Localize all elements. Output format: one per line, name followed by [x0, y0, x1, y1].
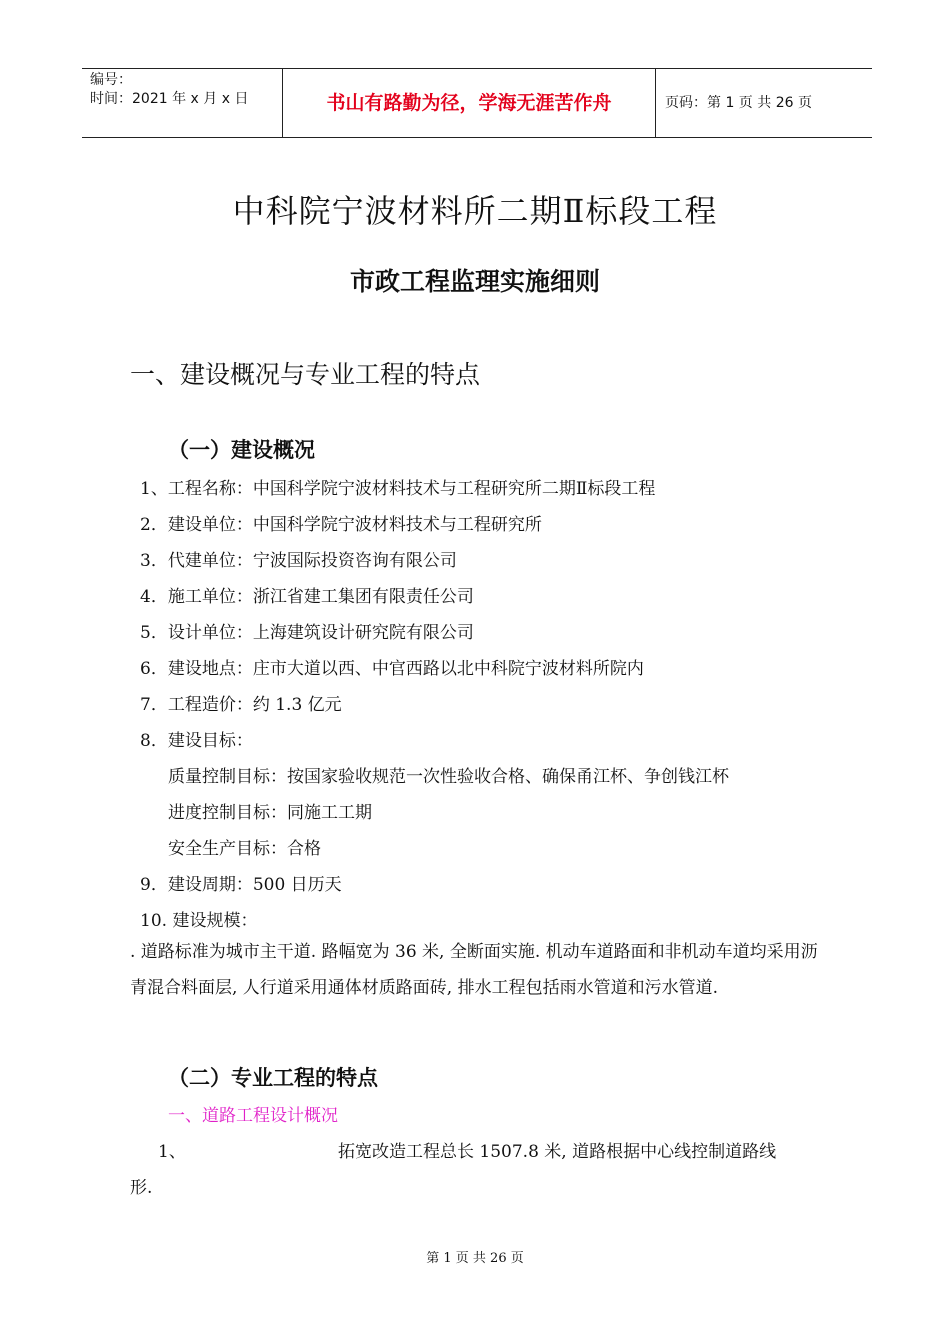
- item-designer: 5．设计单位：上海建筑设计研究院有限公司: [140, 623, 474, 643]
- header-motto: 书山有路勤为径，学海无涯苦作舟: [282, 69, 656, 137]
- road-design-heading: 一、道路工程设计概况: [168, 1106, 338, 1126]
- goal-safety: 安全生产目标：合格: [168, 839, 321, 859]
- item-owner: 2．建设单位：中国科学院宁波材料技术与工程研究所: [140, 515, 542, 535]
- goal-quality: 质量控制目标：按国家验收规范一次性验收合格、确保甬江杯、争创钱江杯: [168, 767, 729, 787]
- item-agent: 3．代建单位：宁波国际投资咨询有限公司: [140, 551, 457, 571]
- scale-paragraph: . 道路标准为城市主干道. 路幅宽为 36 米, 全断面实施. 机动车道路面和非机动车道均采用沥青混合料面层, 人行道采用通体材质路面砖, 排水工程包括雨水管道和污水管道.: [130, 942, 818, 998]
- subsection-heading-features: （二）专业工程的特点: [168, 1066, 378, 1090]
- road-item-number: 1、: [158, 1142, 186, 1162]
- section-heading-1: 一、建设概况与专业工程的特点: [130, 360, 481, 389]
- subsection-heading-overview: （一）建设概况: [168, 438, 315, 462]
- document-title: 中科院宁波材料所二期Ⅱ标段工程: [232, 192, 718, 230]
- item-location: 6．建设地点：庄市大道以西、中官西路以北中科院宁波材料所院内: [140, 659, 644, 679]
- document-number-label: 编号：: [90, 72, 132, 88]
- item-project-name: 1、工程名称：中国科学院宁波材料技术与工程研究所二期Ⅱ标段工程: [140, 479, 656, 499]
- road-item-continuation: 形.: [130, 1178, 153, 1198]
- page-footer: 第 1 页 共 26 页: [426, 1251, 524, 1266]
- item-cost: 7．工程造价：约 1.3 亿元: [140, 695, 342, 715]
- document-subtitle: 市政工程监理实施细则: [349, 267, 600, 296]
- road-item-text: 拓宽改造工程总长 1507.8 米, 道路根据中心线控制道路线: [338, 1142, 777, 1162]
- header-page-info: 页码：第 1 页 共 26 页: [665, 95, 812, 111]
- page-header: [82, 68, 872, 138]
- item-duration: 9．建设周期：500 日历天: [140, 875, 342, 895]
- item-contractor: 4．施工单位：浙江省建工集团有限责任公司: [140, 587, 474, 607]
- item-scale: 10. 建设规模：: [140, 911, 258, 931]
- document-time-label: 时间：2021 年 x 月 x 日: [90, 91, 249, 107]
- header-meta-cell: [82, 69, 282, 137]
- item-goals: 8．建设目标：: [140, 731, 253, 751]
- goal-schedule: 进度控制目标：同施工工期: [168, 803, 372, 823]
